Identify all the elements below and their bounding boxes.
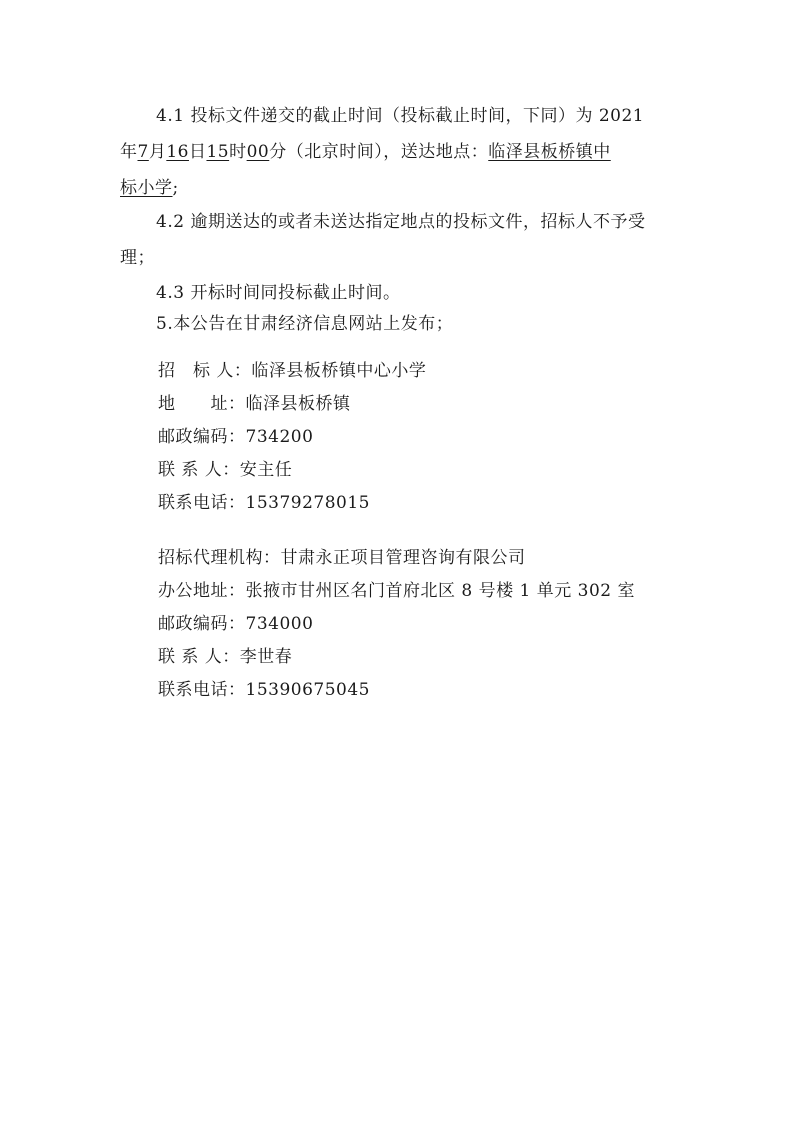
clause-5-text: 5.本公告在甘肃经济信息网站上发布； <box>156 314 454 334</box>
tenderer-info <box>158 355 426 520</box>
clause-4-1-end: ; <box>172 178 179 198</box>
text-day: 日 <box>188 142 207 162</box>
text-rest: 分（北京时间），送达地点： <box>269 142 489 162</box>
clause-4-2-line-2: 理； <box>120 248 155 268</box>
deadline-day: 16 <box>166 142 189 162</box>
agency-postcode: 邮政编码：734000 <box>158 614 314 634</box>
clause-4-3-text: 4.3 开标时间同投标截止时间。 <box>156 283 401 303</box>
clause-5 <box>120 306 675 342</box>
clause-4-2 <box>120 204 675 240</box>
agency-info <box>158 542 635 707</box>
text-year: 年 <box>120 142 138 162</box>
agency-name: 招标代理机构：甘肃永正项目管理咨询有限公司 <box>158 548 526 568</box>
agency-address: 办公地址：张掖市甘州区名门首府北区 8 号楼 1 单元 302 室 <box>158 581 636 601</box>
agency-contact: 联 系 人：李世春 <box>158 647 293 667</box>
tenderer-address: 地 址：临泽县板桥镇 <box>158 394 351 414</box>
deadline-hour: 15 <box>206 142 230 162</box>
clause-4-1-line-1: 4.1 投标文件递交的截止时间（投标截止时间，下同）为 2021 <box>156 106 645 126</box>
text-hour: 时 <box>229 142 247 162</box>
tenderer-phone: 联系电话：15379278015 <box>158 493 370 513</box>
tenderer-contact: 联 系 人：安主任 <box>158 460 293 480</box>
clause-4-1-line-2 <box>120 134 675 170</box>
tenderer-name: 招 标 人：临泽县板桥镇中心小学 <box>158 361 427 381</box>
delivery-place-part-1: 临泽县板桥镇中 <box>488 142 611 162</box>
delivery-place-part-2: 标小学 <box>120 178 173 198</box>
clause-4-1 <box>120 98 675 134</box>
tenderer-postcode: 邮政编码：734200 <box>158 427 314 447</box>
deadline-minute: 00 <box>246 142 270 162</box>
text-month: 月 <box>148 142 167 162</box>
deadline-month: 7 <box>137 142 149 162</box>
clause-4-2-line-2-wrap <box>120 240 675 276</box>
clause-4-1-line-3 <box>120 170 675 206</box>
agency-phone: 联系电话：15390675045 <box>158 680 370 700</box>
clause-4-2-line-1: 4.2 逾期送达的或者未送达指定地点的投标文件，招标人不予受 <box>156 212 646 232</box>
